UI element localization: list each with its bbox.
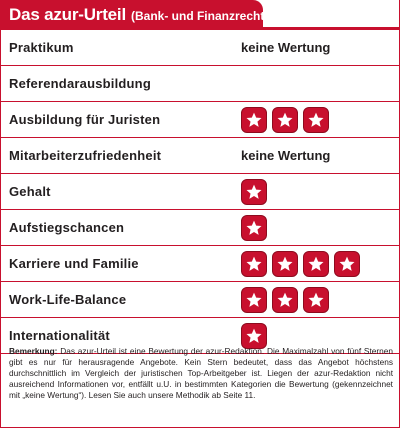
rating-row	[1, 282, 400, 318]
rating-label: Ausbildung für Juristen	[9, 112, 161, 127]
star-icon	[303, 107, 329, 133]
footnote-text: Das azur-Urteil ist eine Bewertung der azur-Redaktion. Die Maximalzahl von fünf Sternen gibt es nur für herausragende Angebote. Kein Stern bedeutet, dass das Angebot höchstens durchschnittlich im Vergleich der juristischen Top-Arbeitgeber ist. Liegen der azur-Redaktion nicht ausreichend Informationen vor, entfällt u.U. in bestimmten Kategorien die Bewertung (gekennzeichnet mit „keine Wertung“). Lesen Sie auch unsere Methodik ab Seite 11.	[9, 346, 393, 400]
rating-label: Aufstiegschancen	[9, 220, 125, 235]
star-icon	[241, 323, 267, 349]
title-sub: (Bank- und Finanzrecht)	[130, 8, 269, 23]
rating-value	[241, 179, 272, 205]
rating-text: keine Wertung	[241, 40, 331, 55]
header-tab	[1, 0, 269, 29]
footnote-label: Bemerkung:	[9, 346, 58, 356]
rating-label: Gehalt	[9, 184, 51, 199]
rating-row	[1, 102, 400, 138]
star-icon	[334, 251, 360, 277]
rating-row	[1, 138, 400, 174]
rating-row	[1, 174, 400, 210]
rating-value	[241, 148, 330, 163]
rating-rows	[1, 30, 400, 354]
rating-label: Mitarbeiterzufriedenheit	[9, 148, 162, 163]
rating-value	[241, 107, 334, 133]
star-icon	[303, 287, 329, 313]
star-icon	[272, 251, 298, 277]
star-icon	[241, 287, 267, 313]
star-icon	[272, 107, 298, 133]
rating-label: Internationalität	[9, 328, 110, 343]
rating-value	[241, 215, 272, 241]
rating-row	[1, 66, 400, 102]
rating-text: keine Wertung	[241, 148, 331, 163]
star-icon	[241, 215, 267, 241]
rating-row	[1, 210, 400, 246]
footnote	[9, 346, 393, 401]
rating-label: Karriere und Familie	[9, 256, 139, 271]
rating-value	[241, 323, 272, 349]
rating-value	[241, 40, 330, 55]
rating-label: Referendarausbildung	[9, 76, 151, 91]
rating-row	[1, 30, 400, 66]
star-icon	[241, 251, 267, 277]
title-main: Das azur-Urteil	[9, 4, 126, 24]
star-icon	[272, 287, 298, 313]
rating-row	[1, 246, 400, 282]
rating-value	[241, 251, 365, 277]
rating-label: Work-Life-Balance	[9, 292, 127, 307]
rating-label: Praktikum	[9, 40, 74, 55]
rating-value	[241, 287, 334, 313]
star-icon	[241, 179, 267, 205]
star-icon	[303, 251, 329, 277]
star-icon	[241, 107, 267, 133]
